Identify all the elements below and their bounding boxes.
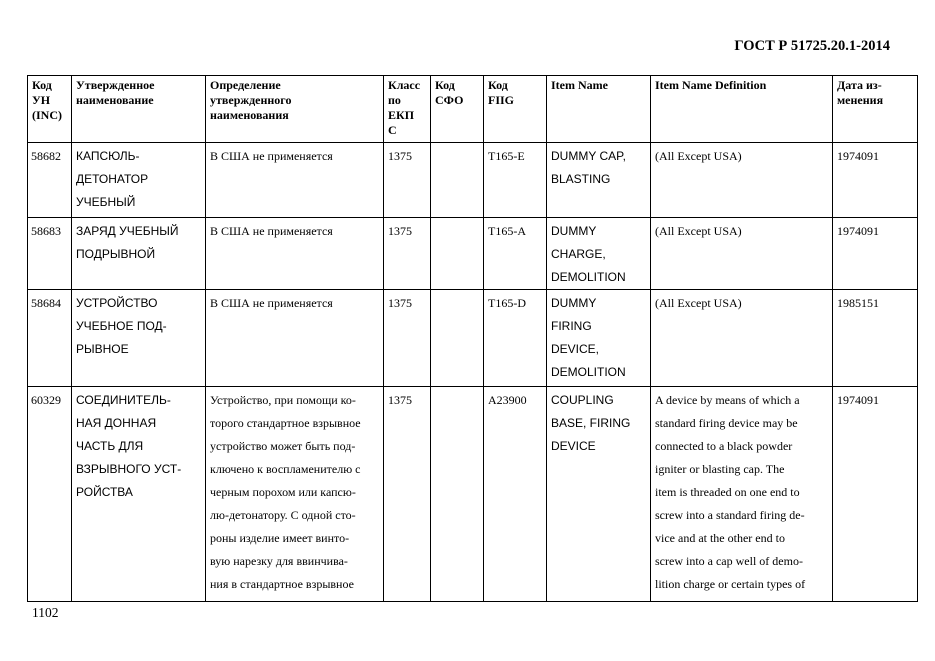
cell-text-line: КАПСЮЛЬ-: [76, 149, 140, 163]
cell-text-line: УСТРОЙСТВО: [76, 296, 158, 310]
cell-text-line: ключено к воспламенителю с: [210, 462, 361, 476]
cell-text-line: роны изделие имеет винто-: [210, 531, 350, 545]
cell-text-line: ДЕТОНАТОР: [76, 172, 149, 186]
column-header-definition: [206, 76, 384, 143]
column-header-name: [72, 76, 206, 143]
item-name-cell: [547, 290, 651, 387]
cell-text-line: A device by means of which a: [655, 393, 800, 407]
cell-text-line: вую нарезку для ввинчива-: [210, 554, 348, 568]
cell-text-line: T165-D: [488, 296, 526, 310]
cell-text-line: screw into a standard firing de-: [655, 508, 805, 522]
definition-cell: [206, 387, 384, 602]
cell-text-line: НАЯ ДОННАЯ: [76, 416, 157, 430]
header-line: наименование: [76, 93, 154, 107]
table-row: [28, 290, 918, 387]
class-cell: [384, 218, 431, 290]
cell-text-line: COUPLING: [551, 393, 614, 407]
cell-text-line: устройство может быть под-: [210, 439, 356, 453]
sfo-cell: [431, 290, 484, 387]
header-line: СФО: [435, 93, 464, 107]
header-line: по: [388, 93, 401, 107]
date-cell: [833, 143, 918, 218]
cell-text-line: ВЗРЫВНОГО УСТ-: [76, 462, 182, 476]
nomenclature-table: [27, 75, 918, 602]
name-cell: [72, 387, 206, 602]
cell-text-line: 1974091: [837, 149, 879, 163]
date-cell: [833, 218, 918, 290]
header-line: Код: [488, 78, 508, 92]
code-cell: [28, 218, 72, 290]
cell-text-line: igniter or blasting cap. The: [655, 462, 785, 476]
cell-text-line: 1985151: [837, 296, 879, 310]
cell-text-line: 60329: [31, 393, 61, 407]
code-cell: [28, 387, 72, 602]
item-name-cell: [547, 387, 651, 602]
header-line: утвержденного: [210, 93, 292, 107]
cell-text-line: T165-E: [488, 149, 525, 163]
cell-text-line: 1974091: [837, 393, 879, 407]
cell-text-line: A23900: [488, 393, 527, 407]
cell-text-line: (All Except USA): [655, 296, 742, 310]
name-cell: [72, 143, 206, 218]
name-cell: [72, 290, 206, 387]
cell-text-line: DEVICE,: [551, 342, 600, 356]
cell-text-line: DEMOLITION: [551, 365, 626, 379]
sfo-cell: [431, 143, 484, 218]
cell-text-line: В США не применяется: [210, 149, 333, 163]
header-line: Код: [435, 78, 455, 92]
cell-text-line: ЧАСТЬ ДЛЯ: [76, 439, 144, 453]
cell-text-line: lition charge or certain types of: [655, 577, 806, 591]
cell-text-line: screw into a cap well of demo-: [655, 554, 803, 568]
cell-text-line: ния в стандартное взрывное: [210, 577, 354, 591]
cell-text-line: T165-A: [488, 224, 526, 238]
column-header-date: [833, 76, 918, 143]
date-cell: [833, 387, 918, 602]
code-cell: [28, 290, 72, 387]
cell-text-line: лю-детонатору. С одной сто-: [210, 508, 356, 522]
header-line: ЕКП: [388, 108, 415, 122]
cell-text-line: (All Except USA): [655, 149, 742, 163]
cell-text-line: DUMMY: [551, 224, 597, 238]
cell-text-line: Устройство, при помощи ко-: [210, 393, 356, 407]
header-line: Код: [32, 78, 52, 92]
item-name-cell: [547, 218, 651, 290]
column-header-code: [28, 76, 72, 143]
table-header-row: [28, 76, 918, 143]
definition-cell: [206, 143, 384, 218]
cell-text-line: 58682: [31, 149, 61, 163]
fiig-cell: [484, 218, 547, 290]
name-cell: [72, 218, 206, 290]
item-name-cell: [547, 143, 651, 218]
cell-text-line: connected to a black powder: [655, 439, 793, 453]
header-line: Дата из-: [837, 78, 882, 92]
cell-text-line: 58684: [31, 296, 61, 310]
header-line: Определение: [210, 78, 281, 92]
column-header-class: [384, 76, 431, 143]
class-cell: [384, 387, 431, 602]
header-line: Класс: [388, 78, 421, 92]
cell-text-line: FIRING: [551, 319, 592, 333]
cell-text-line: ЗАРЯД УЧЕБНЫЙ: [76, 224, 179, 238]
cell-text-line: торого стандартное взрывное: [210, 416, 361, 430]
cell-text-line: DEMOLITION: [551, 270, 626, 284]
class-cell: [384, 143, 431, 218]
cell-text-line: СОЕДИНИТЕЛЬ-: [76, 393, 171, 407]
fiig-cell: [484, 387, 547, 602]
cell-text-line: BLASTING: [551, 172, 611, 186]
header-line: Item Name: [551, 78, 608, 92]
item-definition-cell: [651, 143, 833, 218]
header-line: Утвержденное: [76, 78, 155, 92]
cell-text-line: черным порохом или капсю-: [210, 485, 356, 499]
cell-text-line: 1375: [388, 149, 412, 163]
date-cell: [833, 290, 918, 387]
definition-cell: [206, 218, 384, 290]
fiig-cell: [484, 290, 547, 387]
cell-text-line: DUMMY CAP,: [551, 149, 626, 163]
header-line: FIIG: [488, 93, 515, 107]
cell-text-line: 1375: [388, 224, 412, 238]
table-row: [28, 143, 918, 218]
item-definition-cell: [651, 218, 833, 290]
cell-text-line: standard firing device may be: [655, 416, 798, 430]
cell-text-line: УЧЕБНОЕ ПОД-: [76, 319, 167, 333]
cell-text-line: 1375: [388, 393, 412, 407]
cell-text-line: (All Except USA): [655, 224, 742, 238]
document-header: ГОСТ Р 51725.20.1-2014: [734, 38, 890, 54]
table-row: [28, 387, 918, 602]
cell-text-line: РОЙСТВА: [76, 485, 133, 499]
cell-text-line: 1375: [388, 296, 412, 310]
cell-text-line: 58683: [31, 224, 61, 238]
table-row: [28, 218, 918, 290]
column-header-item-definition: [651, 76, 833, 143]
header-line: С: [388, 123, 397, 137]
cell-text-line: В США не применяется: [210, 296, 333, 310]
item-definition-cell: [651, 290, 833, 387]
header-line: (INC): [32, 108, 62, 122]
cell-text-line: РЫВНОЕ: [76, 342, 129, 356]
cell-text-line: DUMMY: [551, 296, 597, 310]
page-number: 1102: [32, 605, 59, 620]
cell-text-line: ПОДРЫВНОЙ: [76, 247, 156, 261]
cell-text-line: DEVICE: [551, 439, 596, 453]
fiig-cell: [484, 143, 547, 218]
sfo-cell: [431, 387, 484, 602]
item-definition-cell: [651, 387, 833, 602]
code-cell: [28, 143, 72, 218]
cell-text-line: BASE, FIRING: [551, 416, 631, 430]
cell-text-line: В США не применяется: [210, 224, 333, 238]
cell-text-line: item is threaded on one end to: [655, 485, 800, 499]
column-header-item-name: [547, 76, 651, 143]
sfo-cell: [431, 218, 484, 290]
class-cell: [384, 290, 431, 387]
column-header-sfo: [431, 76, 484, 143]
cell-text-line: УЧЕБНЫЙ: [76, 195, 136, 209]
cell-text-line: CHARGE,: [551, 247, 606, 261]
header-line: УН: [32, 93, 51, 107]
header-line: Item Name Definition: [655, 78, 767, 92]
column-header-fiig: [484, 76, 547, 143]
header-line: наименования: [210, 108, 289, 122]
cell-text-line: vice and at the other end to: [655, 531, 785, 545]
header-line: менения: [837, 93, 884, 107]
definition-cell: [206, 290, 384, 387]
cell-text-line: 1974091: [837, 224, 879, 238]
